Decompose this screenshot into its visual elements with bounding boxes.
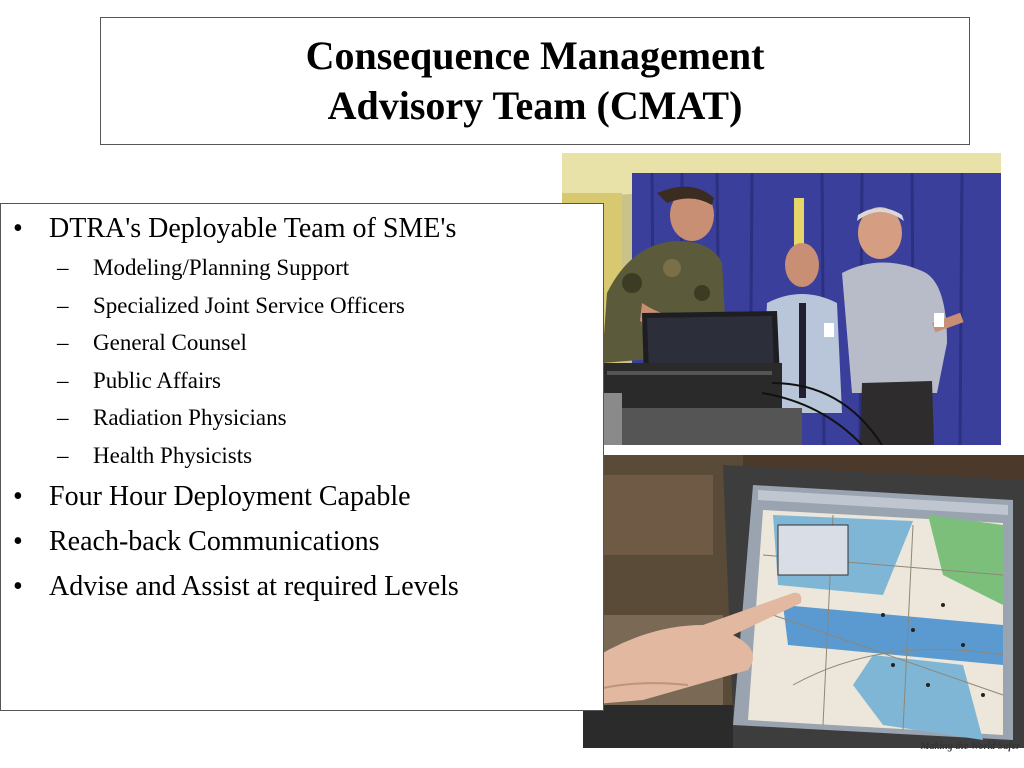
list-item bbox=[13, 478, 603, 516]
bullet-text-box bbox=[0, 203, 604, 711]
bullet-icon: • bbox=[13, 481, 23, 512]
bullet-text: Four Hour Deployment Capable bbox=[49, 481, 411, 512]
dash-icon: – bbox=[57, 367, 69, 393]
footer-tagline: Making the World Safer bbox=[920, 741, 1020, 752]
list-item bbox=[13, 523, 603, 561]
sub-bullet-text: Specialized Joint Service Officers bbox=[93, 292, 405, 318]
slide-title-line-2: Advisory Team (CMAT) bbox=[327, 83, 743, 128]
bullet-icon: • bbox=[13, 213, 23, 244]
photo-team-with-laptop bbox=[562, 153, 1001, 445]
bullet-list bbox=[1, 204, 603, 606]
sub-bullet-text: Health Physicists bbox=[93, 442, 253, 468]
dash-icon: – bbox=[57, 405, 69, 430]
list-item bbox=[57, 399, 603, 437]
sub-bullet-text: General Counsel bbox=[93, 330, 247, 355]
list-item bbox=[57, 249, 603, 287]
list-item bbox=[57, 437, 603, 475]
dash-icon: – bbox=[57, 292, 69, 318]
list-item bbox=[57, 287, 603, 325]
bullet-text: Advise and Assist at required Levels bbox=[49, 571, 459, 602]
bullet-icon: • bbox=[13, 526, 23, 557]
bullet-text: Reach-back Communications bbox=[49, 526, 380, 557]
photo-hand-pointing-map-screen bbox=[583, 455, 1024, 748]
sub-bullet-text: Public Affairs bbox=[93, 367, 221, 393]
dash-icon: – bbox=[57, 330, 69, 355]
sub-bullet-list bbox=[49, 249, 603, 474]
sub-bullet-text: Modeling/Planning Support bbox=[93, 255, 350, 280]
list-item bbox=[13, 568, 603, 606]
bullet-icon: • bbox=[13, 571, 23, 602]
bullet-text: DTRA's Deployable Team of SME's bbox=[49, 213, 457, 244]
list-item bbox=[57, 362, 603, 400]
title-box bbox=[100, 17, 970, 145]
sub-bullet-text: Radiation Physicians bbox=[93, 405, 287, 430]
list-item bbox=[57, 324, 603, 362]
dash-icon: – bbox=[57, 255, 69, 280]
list-item bbox=[13, 210, 603, 474]
dash-icon: – bbox=[57, 442, 69, 468]
slide-title-line-1: Consequence Management bbox=[305, 33, 765, 78]
